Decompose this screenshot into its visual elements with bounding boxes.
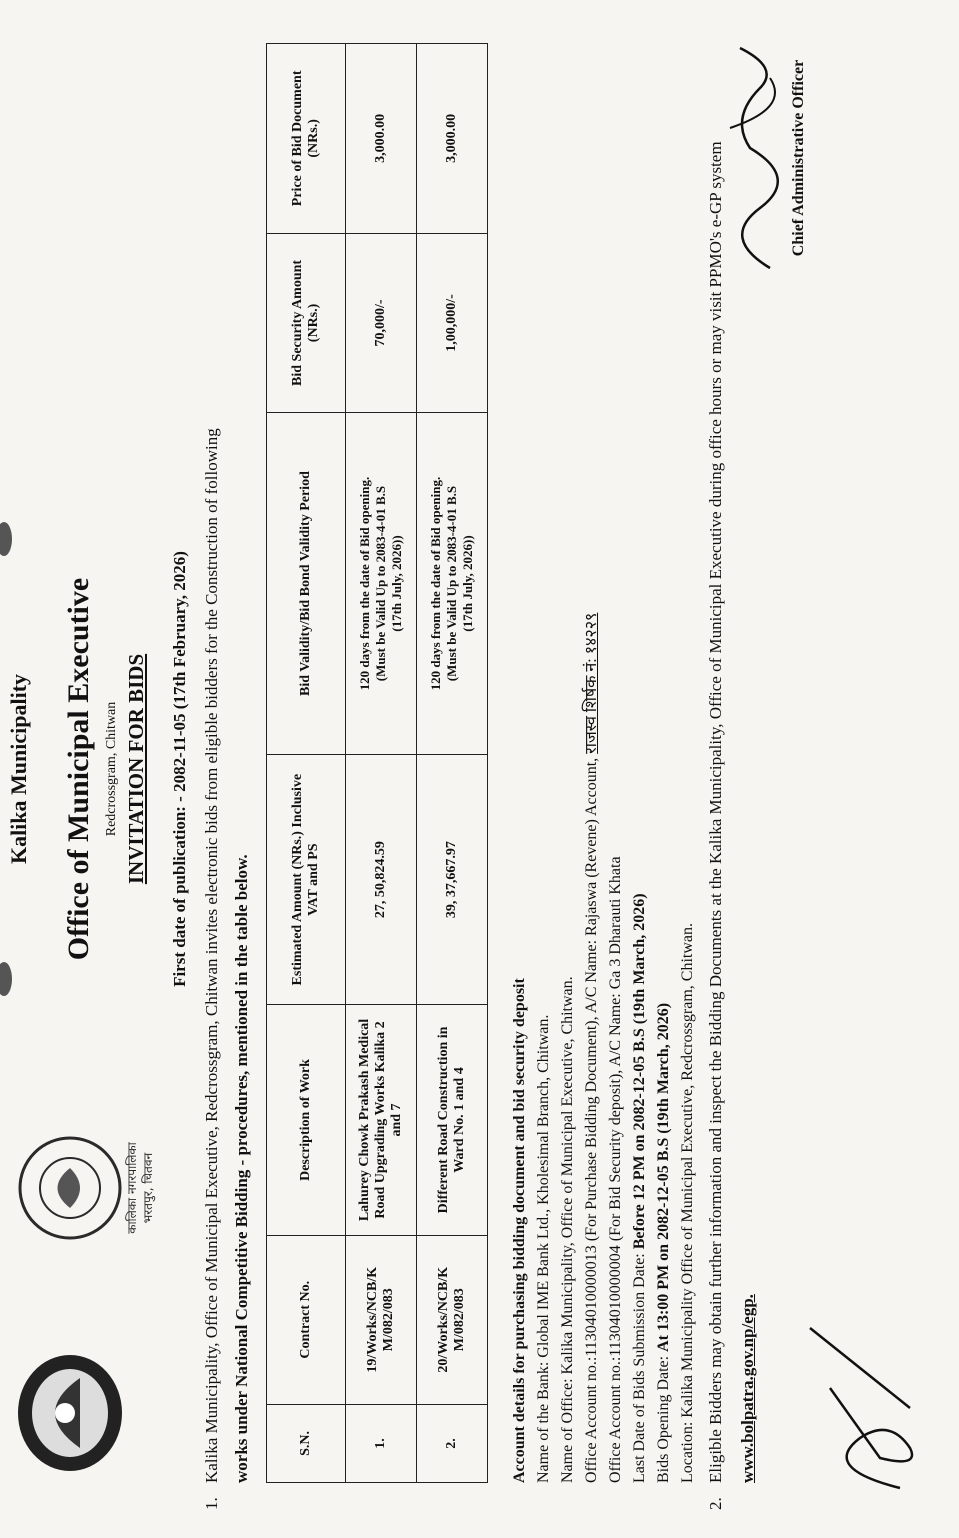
validity-line: (Must be Valid Up to 2083-4-01 B.S [373, 485, 388, 682]
paragraph-1-line-1: Kalika Municipality, Office of Municipal Executive, Redcrossgram, Chitwan invites electronic bids from eligible bidders for the Construction of following [202, 428, 221, 1483]
municipality-name: Kalika Municipality [6, 673, 31, 865]
bids-table [266, 43, 488, 1483]
cell-description: Different Road Construction in Ward No. 1 and 4 [417, 1005, 488, 1235]
opening-value: At 13:00 PM on 2082-12-05 B.S (19th March, 2026) [655, 1002, 672, 1352]
validity-line: (Must be Valid Up to 2083-4-01 B.S [444, 485, 459, 682]
submission-date-line [628, 613, 652, 1483]
table-header-row [267, 44, 346, 1483]
office-address: Redcrossgram, Chitwan [104, 701, 119, 837]
paragraph-1-line-2: works under National Competitive Bidding - procedures, mentioned in the table below. [232, 854, 251, 1483]
notice-title: INVITATION FOR BIDS [124, 653, 148, 885]
table-row [346, 44, 417, 1483]
submission-label: Last Date of Bids Submission Date: [631, 1253, 648, 1483]
cell-amount: 27, 50,824.59 [346, 754, 417, 1004]
svg-text:कालिका नगरपालिका: कालिका नगरपालिका [125, 1142, 139, 1234]
cell-validity [346, 413, 417, 755]
cell-security: 70,000/- [346, 233, 417, 412]
cell-sn: 1. [346, 1404, 417, 1482]
header-security: Bid Security Amount (NRs.) [267, 233, 346, 412]
signatory-title: Chief Administrative Officer [790, 59, 807, 257]
cell-security: 1,00,000/- [417, 233, 488, 412]
paragraph-number: 2. [706, 1497, 725, 1510]
details-heading: Account details for purchasing bidding document and bid security deposit [511, 978, 528, 1483]
validity-line: 120 days from the date of Bid opening. [357, 476, 372, 691]
opening-label: Bids Opening Date: [655, 1355, 672, 1483]
validity-line: 120 days from the date of Bid opening. [428, 476, 443, 691]
office-name-line: Name of Office: Kalika Municipality, Office of Municipal Executive, Chitwan. [559, 976, 576, 1483]
table-row [417, 44, 488, 1483]
location-line: Location: Kalika Municipality Office of Municipal Executive, Redcrossgram, Chitwan. [679, 923, 696, 1483]
account-line-1 [580, 613, 604, 1483]
account-1-text: Office Account no.:11304010000013 (For Purchase Bidding Document), A/C Name: Rajaswa (Revene) Account, [583, 757, 600, 1483]
cell-contract: 19/Works/NCB/K M/082/083 [346, 1235, 417, 1404]
bank-name: Name of the Bank: Global IME Bank Ltd., Kholesimal Branch, Chitwan. [535, 1014, 552, 1483]
svg-text:भरतपुर, चितवन: भरतपुर, चितवन [141, 1152, 155, 1224]
header-price: Price of Bid Document (NRs.) [267, 44, 346, 234]
submission-value: Before 12 PM on 2082-12-05 B.S (19th March, 2026) [631, 893, 648, 1250]
account-line-2: Office Account no.:11304010000004 (For Bid Security deposit), A/C Name: Ga 3 Dharauti Khata [607, 856, 624, 1483]
office-name: Office of Municipal Executive [62, 577, 95, 961]
paragraph-2-text: Eligible Bidders may obtain further information and inspect the Bidding Documents at the Kalika Municipality, Office of Municipal Executive during office hours or may visit PPMO's e-GP system [706, 141, 725, 1483]
account-details [508, 613, 700, 1483]
paragraph-number: 1. [202, 1497, 221, 1510]
cell-sn: 2. [417, 1404, 488, 1482]
cell-contract: 20/Works/NCB/K M/082/083 [417, 1235, 488, 1404]
validity-line: (17th July, 2026)) [389, 535, 404, 632]
handwritten-signature [800, 1308, 930, 1508]
egp-link[interactable]: www.bolpatra.gov.np/egp. [738, 1294, 757, 1483]
cell-price: 3,000.00 [346, 44, 417, 234]
cell-description: Lahurey Chowk Prakash Medical Road Upgrading Works Kalika 2 and 7 [346, 1005, 417, 1235]
header-amount: Estimated Amount (NRs.) Inclusive VAT and PS [267, 754, 346, 1004]
header-validity: Bid Validity/Bid Bond Validity Period [267, 413, 346, 755]
account-1-code: राजस्व शिर्षक नं: १४२२९ [583, 612, 600, 754]
publication-date: First date of publication: - 2082-11-05 (17th February, 2026) [170, 551, 189, 987]
validity-line: (17th July, 2026)) [460, 535, 475, 632]
header-description: Description of Work [267, 1005, 346, 1235]
cell-price: 3,000.00 [417, 44, 488, 234]
header-sn: S.N. [267, 1404, 346, 1482]
opening-date-line [652, 613, 676, 1483]
header-contract: Contract No. [267, 1235, 346, 1404]
cell-validity [417, 413, 488, 755]
cell-amount: 39, 37,667.97 [417, 754, 488, 1004]
